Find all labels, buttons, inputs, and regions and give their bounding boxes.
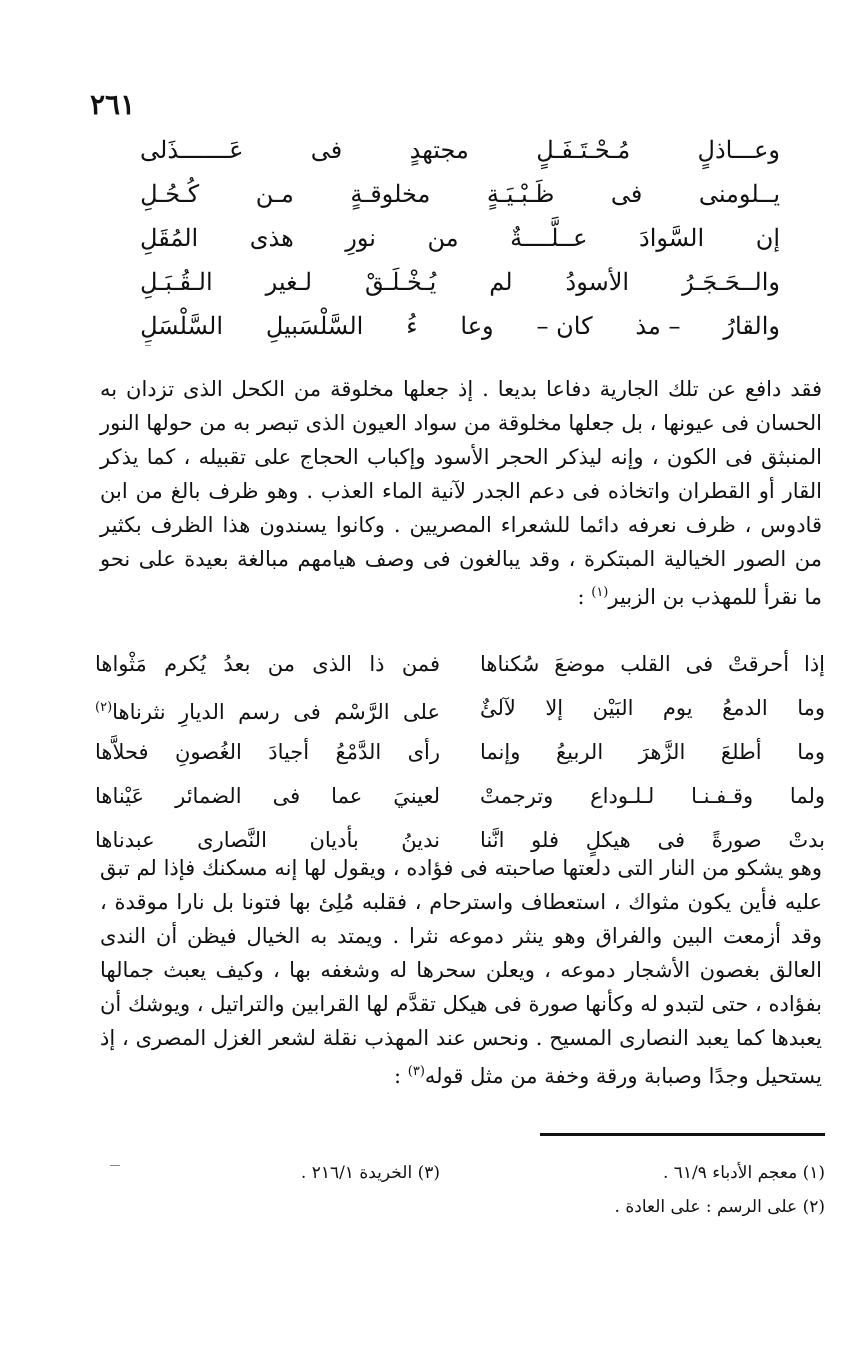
poem-word: مُـحْـتَـفَـلٍ: [536, 136, 631, 164]
poem-word: كُـحُـلِ: [140, 180, 200, 208]
footnote-ref: (١): [591, 585, 609, 600]
footnote-separator: [540, 1133, 825, 1136]
verse-line: [95, 686, 825, 730]
poem-word: هذى: [249, 224, 294, 252]
poem-word: يــلومنى: [698, 180, 780, 208]
poem-line: [140, 172, 780, 216]
paragraph-commentary-1: [100, 372, 822, 614]
poem-word: عــلَّــــةٌ: [510, 224, 588, 252]
footnote-2: (٢) على الرسم : على العادة .: [614, 1197, 825, 1217]
verse-line: [95, 642, 825, 686]
footnotes-right: [470, 1156, 825, 1224]
poem-word: والقارُ: [723, 312, 780, 340]
paragraph-commentary-2: [100, 851, 822, 1093]
poem-word: – مذ: [635, 312, 681, 340]
poem-word: والــحَـجَـرُ: [682, 268, 780, 296]
footnote-3: (٣) الخريدة ٢١٦/١ .: [300, 1163, 440, 1183]
verse-second-hemistich: [95, 686, 440, 730]
poem-word: من: [427, 224, 459, 252]
poem-word: يُـخْـلَـقْ: [365, 268, 437, 296]
poem-word: مـن: [255, 180, 294, 208]
paragraph-end: :: [394, 1064, 408, 1088]
poem-word: مخلوقـةٍ: [350, 180, 431, 208]
poem-word: كان –: [536, 312, 593, 340]
verse-first-hemistich: بدتْ صورةً فى هيكلٍ فلو انَّنا: [480, 828, 825, 852]
paragraph-text: وهو يشكو من النار التى دلعتها صاحبته فى فؤاده ، ويقول لها إنه مسكنك فإذا لم تبق عليه فأين يكون مثواك ، استعطاف واسترحام ، فقلبه مُلِئ بها فتونا بل نارا موقدة ، وقد أزمعت البين والفراق وهو ينثر دموعه نثرا . ويمتد به الخيال فيظن أن الندى العالق بغصون الأشجار دموعه ، ويعلن سحرها له وشغفه بها ، وكيف يعبث جمالها بفؤاده ، حتى لتبدو له وكأنها صورة فى هيكل تقدَّم لها القرابين والتراتيل ، ويوشك أن يعبدها كما يعبد النصارى المسيح . ونحس عند المهذب نقلة لشعر الغزل المصرى ، إذ يستحيل وجدًا وصبابة ورقة وخفة من مثل قوله: [100, 856, 822, 1088]
poem-word: ءُ: [406, 312, 418, 340]
verse-second-hemistich: ندينُ بأديان النَّصارى عبدناها: [95, 828, 440, 852]
poem-word: وعا: [460, 312, 494, 340]
verse-line: [95, 774, 825, 818]
poem-word: ظَـبْـيَـةٍ: [486, 180, 555, 208]
poem-word: فى: [610, 180, 643, 208]
verse-line: [95, 730, 825, 774]
poem-word: إن: [755, 224, 780, 252]
poem-word: السَّلْسَبيلِ: [265, 312, 364, 340]
verse-first-hemistich: وما أطلعَ الزَّهرَ الربيعُ وإنما: [480, 740, 825, 764]
poem-word: مجتهدٍ: [409, 136, 469, 164]
poem-word: الأسودُ: [565, 268, 630, 296]
paragraph-end: :: [577, 585, 592, 609]
verse-second-hemistich: رأى الدَّمْعُ أجيادَ الغُصونِ فحلاَّها: [95, 740, 440, 764]
verse-first-hemistich: ولما وقـفـنـا لـلـوداع وترجمتْ: [480, 784, 825, 808]
poem-word: لم: [489, 268, 513, 296]
verse-first-hemistich: وما الدمعُ يوم البَيْن إلا لآلئٌ: [480, 696, 825, 720]
poem-word: الـقُـبَـلِ: [140, 268, 213, 296]
poem-word: لـغير: [265, 268, 313, 296]
poem-line: [140, 216, 780, 260]
verse-text: على الرَّسْم فى رسم الديارِ نثرناها: [112, 700, 440, 724]
decorative-mark: [145, 345, 151, 346]
poem-line: [140, 260, 780, 304]
poem-word: وعـــاذلٍ: [697, 136, 780, 164]
decorative-mark: [110, 1165, 120, 1166]
poem-word: نورِ: [345, 224, 376, 252]
poem-word: عَـــــــذَلى: [140, 136, 244, 164]
verse-first-hemistich: إذا أحرقتْ فى القلب موضعَ سُكناها: [480, 652, 825, 676]
verse-second-hemistich: لعينيَ عما فى الضمائر عَيْناها: [95, 784, 440, 808]
footnote-ref: (٣): [407, 1064, 425, 1079]
footnote-1: (١) معجم الأدباء ٦١/٩ .: [662, 1163, 825, 1183]
poem-line: [140, 128, 780, 172]
poem-word: السَّلْسَلِ: [140, 312, 223, 340]
paragraph-text: فقد دافع عن تلك الجارية دفاعا بديعا . إذ جعلها مخلوقة من الكحل الذى تزدان به الحسان فى عيونها ، بل جعلها مخلوقة من سواد العيون الذى تبصر به من حولها النور المنبثق فى الكون ، وإنه ليذكر الحجر الأسود وإكباب الحجاج على تقبيله ، كما يذكر القار أو القطران واتخاذه فى دعم الجدر لآنية الماء العذب . وهو ظرف بالغ من ابن قادوس ، ظرف نعرفه دائما للشعراء المصريين . وكانوا يسندون هذا الظرف بكثير من الصور الخيالية المبتكرة ، وقد يبالغون فى وصف هيامهم مبالغة بعيدة على نحو ما نقرأ للمهذب بن الزبير: [100, 377, 822, 609]
verse-second-hemistich: فمن ذا الذى من بعدُ يُكرم مَثْواها: [95, 652, 440, 676]
poem-line: [140, 304, 780, 348]
poem-muwashshah: [140, 128, 780, 348]
poem-word: السَّوادَ: [639, 224, 705, 252]
poem-verses: [95, 642, 825, 862]
page-number: ٢٦١: [90, 88, 136, 121]
footnote-ref: (٢): [95, 700, 113, 715]
poem-word: فى: [310, 136, 343, 164]
poem-word: المُقَلِ: [140, 224, 199, 252]
footnotes-left: [240, 1156, 440, 1190]
